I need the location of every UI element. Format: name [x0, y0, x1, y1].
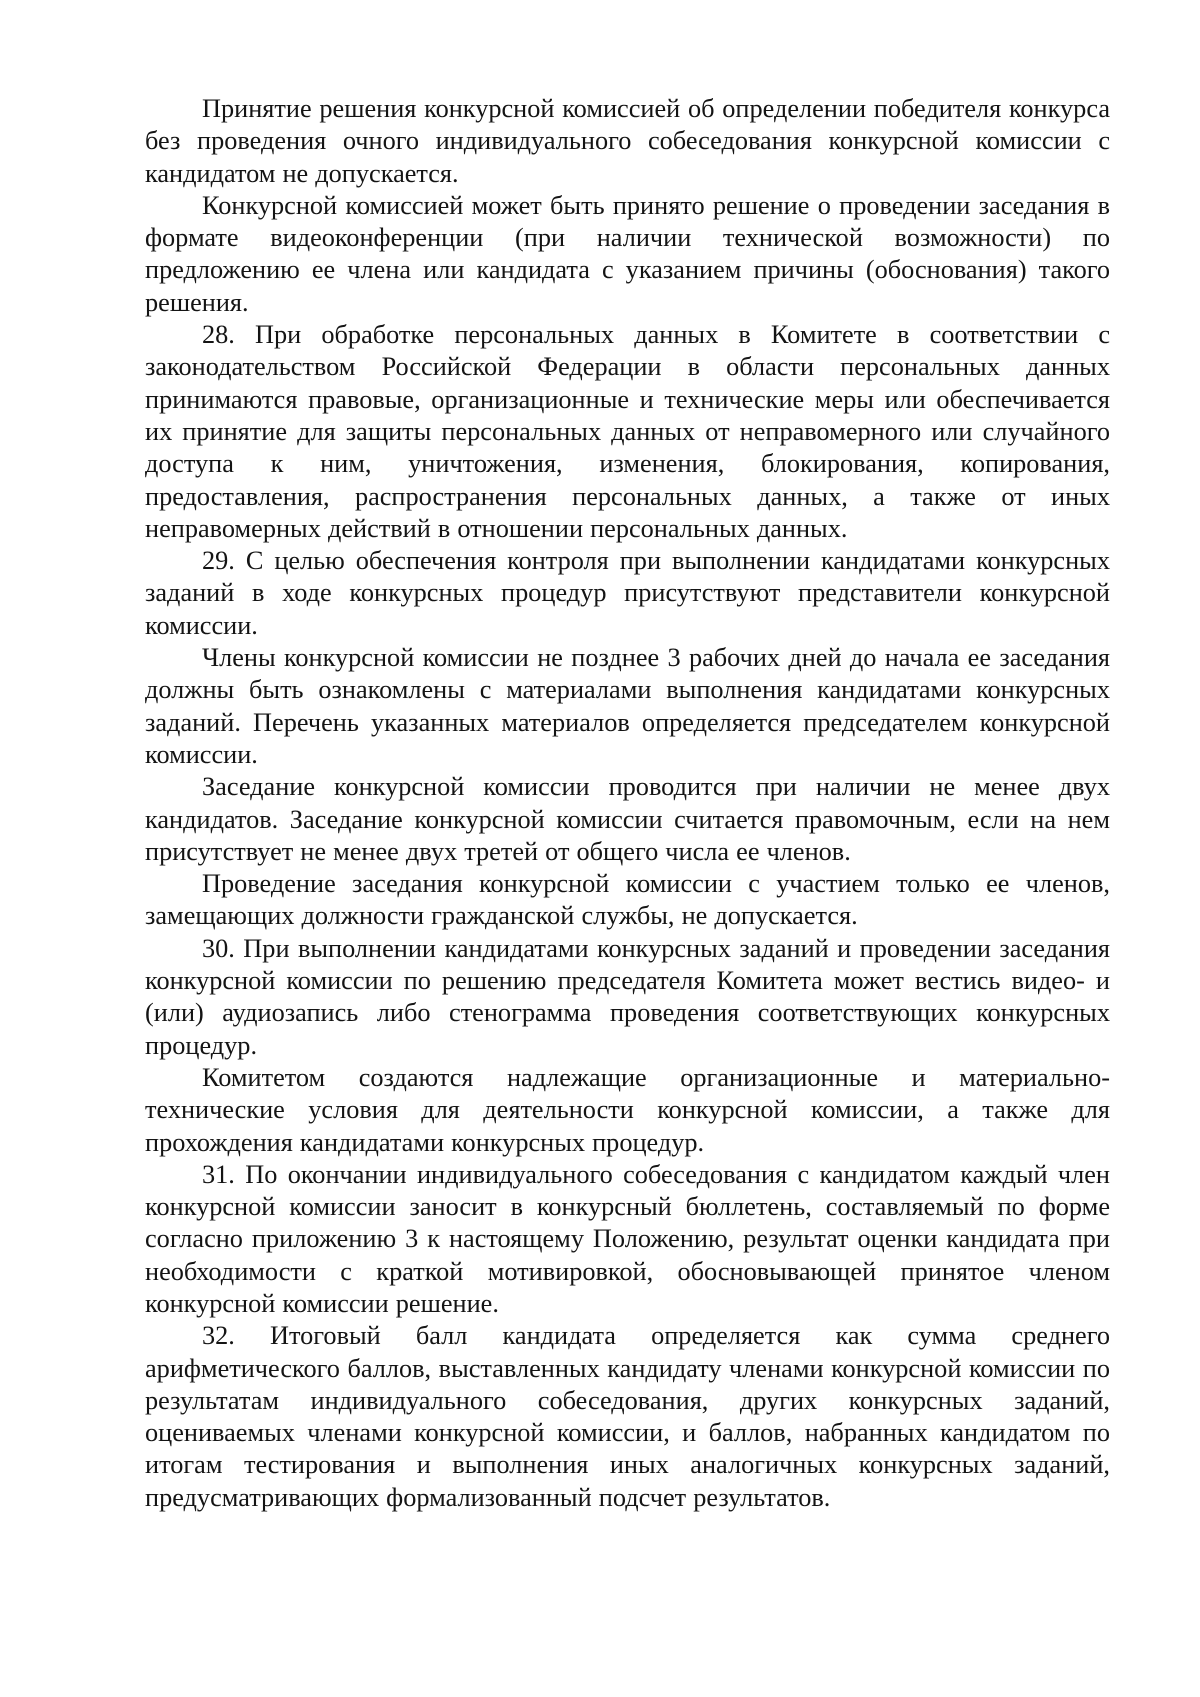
- paragraph-videoconference: Конкурсной комиссией может быть принято решение о проведении заседания в формате видеоконференции (при наличии технической возможности) по предложению ее члена или кандидата с указанием причины (обоснования) такого решения.: [145, 190, 1110, 317]
- paragraph-item-32: 32. Итоговый балл кандидата определяется как сумма среднего арифметического баллов, выставленных кандидату членами конкурсной комиссии по результатам индивидуального собеседования, других конкурсных заданий, оцениваемых членами конкурсной комиссии, и баллов, набранных кандидатом по итогам тестирования и выполнения иных аналогичных конкурсных заданий, предусматривающих формализованный подсчет результатов.: [145, 1321, 1110, 1512]
- paragraph-meeting-quorum: Заседание конкурсной комиссии проводится при наличии не менее двух кандидатов. Заседание конкурсной комиссии считается правомочным, если на нем присутствует не менее двух третей от общего числа ее членов.: [145, 772, 1110, 866]
- paragraph-item-31: 31. По окончании индивидуального собеседования с кандидатом каждый член конкурсной комиссии заносит в конкурсный бюллетень, составляемый по форме согласно приложению 3 к настоящему Положению, результат оценки кандидата при необходимости с краткой мотивировкой, обосновывающей принятое членом конкурсной комиссии решение.: [145, 1159, 1110, 1318]
- paragraph-civil-service-members: Проведение заседания конкурсной комиссии с участием только ее членов, замещающих должности гражданской службы, не допускается.: [145, 869, 1110, 931]
- paragraph-committee-conditions: Комитетом создаются надлежащие организационные и материально-технические условия для деятельности конкурсной комиссии, а также для прохождения кандидатами конкурсных процедур.: [145, 1062, 1110, 1157]
- document-body: [145, 93, 1110, 1514]
- paragraph-item-30: 30. При выполнении кандидатами конкурсных заданий и проведении заседания конкурсной комиссии по решению председателя Комитета может вестись видео- и (или) аудиозапись либо стенограмма проведения соответствующих конкурсных процедур.: [145, 933, 1110, 1060]
- paragraph-members-materials: Члены конкурсной комиссии не позднее 3 рабочих дней до начала ее заседания должны быть ознакомлены с материалами выполнения кандидатами конкурсных заданий. Перечень указанных материалов определяется председателем конкурсной комиссии.: [145, 643, 1110, 769]
- paragraph-commission-decision: Принятие решения конкурсной комиссией об определении победителя конкурса без проведения очного индивидуального собеседования конкурсной комиссии с кандидатом не допускается.: [145, 94, 1110, 188]
- paragraph-item-29: 29. С целью обеспечения контроля при выполнении кандидатами конкурсных заданий в ходе конкурсных процедур присутствуют представители конкурсной комиссии.: [145, 546, 1110, 640]
- paragraph-item-28: 28. При обработке персональных данных в Комитете в соответствии с законодательством Российской Федерации в области персональных данных принимаются правовые, организационные и технические меры или обеспечивается их принятие для защиты персональных данных от неправомерного или случайного доступа к ним, уничтожения, изменения, блокирования, копирования, предоставления, распространения персональных данных, а также от иных неправомерных действий в отношении персональных данных.: [145, 320, 1110, 543]
